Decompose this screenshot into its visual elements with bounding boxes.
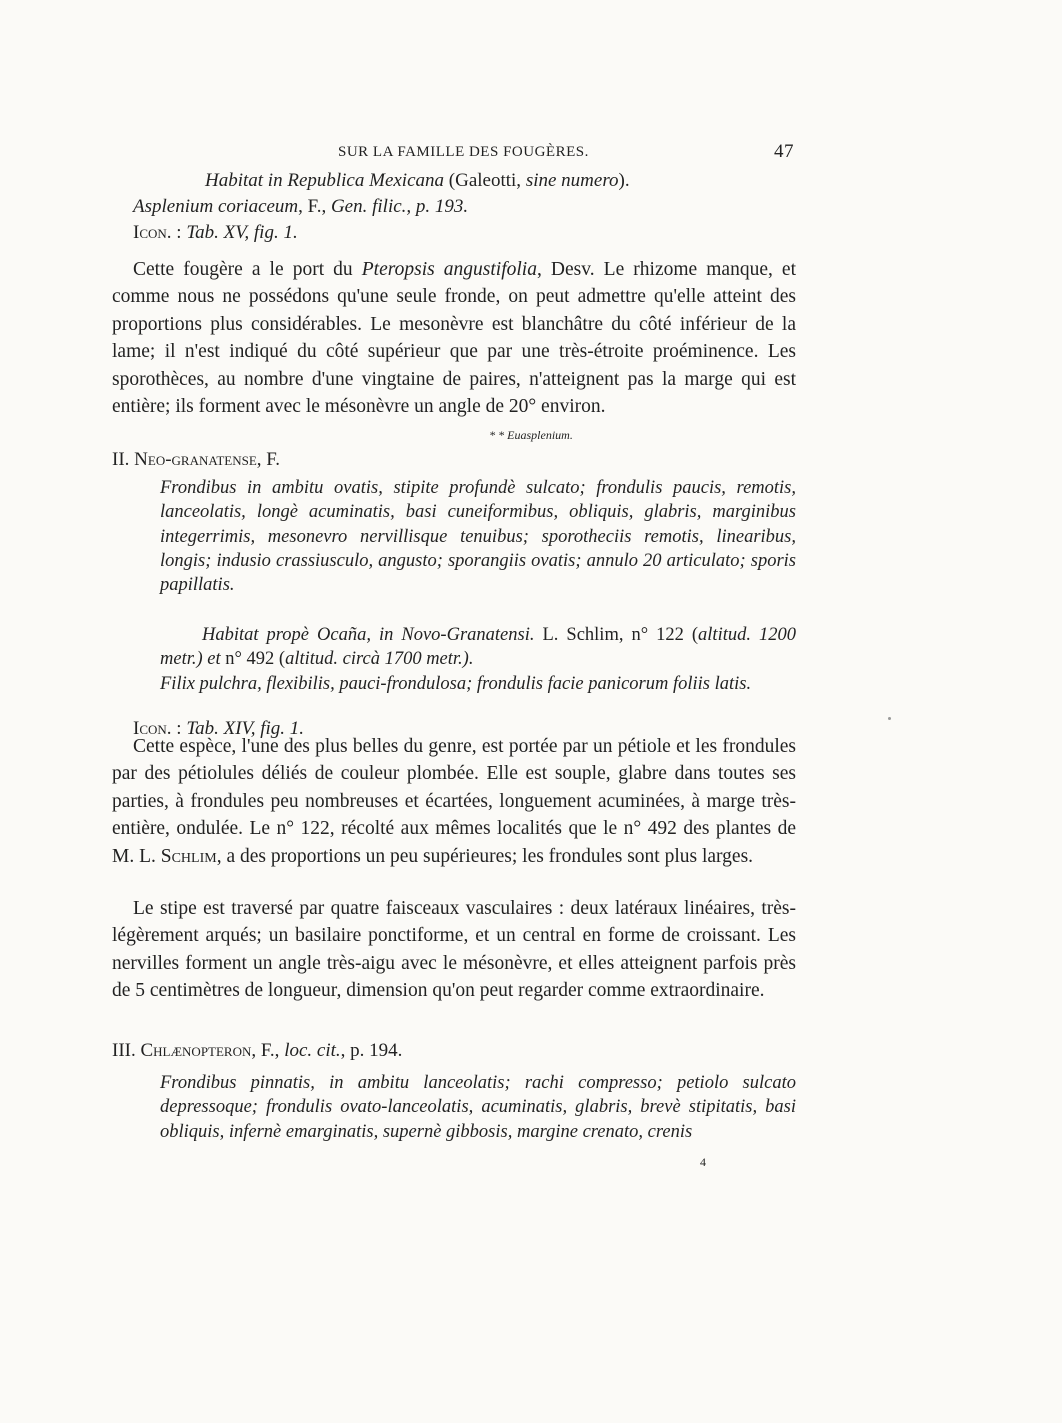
icon-sep: :	[171, 222, 187, 243]
para2-author: Schlim	[160, 845, 217, 867]
sine-numero: sine numero	[525, 170, 619, 191]
running-header	[112, 141, 796, 165]
section-mark: * * Euasplenium.	[489, 428, 573, 442]
habitat2-e: altitud. circà 1700 metr.).	[285, 649, 474, 670]
ref-mid: , F.,	[298, 196, 331, 217]
species3-diagnosis: Frondibus pinnatis, in ambitu lanceolatis; rachi compresso; petiolo sulcato depressoque; frondulis ovato-lanceolatis, acuminatis, glabris, brevè stipitatis, basi obliquis, infernè emarginatis, supernè gibbosis, margine crenato, crenis	[160, 1073, 796, 1142]
para1-pre: Cette fougère a le port du	[133, 259, 362, 280]
running-title: SUR LA FAMILLE DES FOUGÈRES.	[338, 144, 589, 160]
icon-sep-2: :	[171, 718, 187, 739]
species2-author: , F.	[256, 449, 281, 470]
habitat2-d: n° 492 (	[225, 649, 286, 670]
para1-species: Pteropsis angustifolia	[361, 259, 537, 280]
habitat2-c: altitud. 1200 metr.) et	[160, 625, 796, 670]
paragraph-3: Le stipe est traversé par quatre faisceaux vasculaires : deux latéraux linéaires, très-légèrement arqués; un basilaire ponctiforme, et un central en forme de croissant. Les nervilles forment un angle très-aigu avec le mésonèvre, et elles atteignent parfois près de 5 centimètres de longueur, dimension qu'on peut regarder comme extraordinaire.	[112, 898, 796, 1002]
habitat2-b: L. Schlim, n° 122 (	[534, 625, 699, 645]
species3-page: , p. 194.	[340, 1040, 403, 1061]
page-number: 47	[774, 141, 794, 162]
para2-pre: Cette espèce, l'une des plus belles du genre, est portée par un pétiole et les frondules par des pétiolules déliés de couleur plombée. Elle est souple, glabre dans toutes ses parties, à frondules peu nombreuses et écartées, longuement acuminées, à marge très-entière, ondulée. Le n° 122, récolté aux mêmes localités que le n° 492 des plantes de M. L.	[112, 736, 796, 867]
paragraph-2	[112, 733, 796, 870]
icon-ref-2: Tab. XIV, fig. 1.	[186, 718, 305, 739]
species2-number: II.	[112, 449, 135, 470]
icon-line-1	[133, 222, 298, 244]
ref-work: Gen. filic., p. 193.	[330, 196, 469, 217]
species2-note: Filix pulchra, flexibilis, pauci-frondulosa; frondulis facie panicorum foliis latis.	[160, 674, 752, 694]
icon-label: Icon.	[133, 222, 172, 243]
species2-habitat	[160, 623, 796, 672]
species-heading-2	[112, 449, 280, 471]
habitat-end: ).	[618, 170, 630, 191]
habitat-line	[205, 170, 630, 192]
habitat-rest: (Galeotti,	[444, 170, 526, 191]
paragraph-1	[112, 256, 796, 420]
icon-ref: Tab. XV, fig. 1.	[186, 222, 298, 243]
species3-name: Chlænopteron	[140, 1040, 252, 1061]
signature-mark: 4	[700, 1155, 706, 1169]
species3-number: III.	[112, 1040, 141, 1061]
species3-loc: loc. cit.	[284, 1040, 341, 1061]
species-heading-3	[112, 1040, 402, 1062]
para1-post: , Desv. Le rhizome manque, et comme nous ne possédons qu'une seule fronde, on peut admettre qu'elle atteint des proportions plus considérables. Le mesonèvre est blanchâtre du côté inférieur de la lame; il n'est indiqué du côté supérieur que par une très-étroite proéminence. Les sporothèces, au nombre d'une vingtaine de paires, n'atteignent pas la marge qui est entière; ils forment avec le mésonèvre un angle de 20° environ.	[112, 259, 797, 418]
para2-post: , a des proportions un peu supérieures; les frondules sont plus larges.	[216, 845, 754, 867]
reference-line	[133, 196, 468, 218]
species2-diagnosis: Frondibus in ambitu ovatis, stipite profundè sulcato; frondulis paucis, remotis, lanceolatis, longè acuminatis, basi cuneiformibus, obliquis, glabris, marginibus integerrimis, mesonevro nervillisque tenuibus; sporotheciis remotis, linearibus, longis; indusio crassiusculo, angusto; sporangiis ovatis; annulo 20 articulato; sporis papillatis.	[160, 478, 796, 596]
species3-author: , F.,	[251, 1040, 285, 1061]
species2-name: Neo-granatense	[134, 449, 257, 470]
habitat-text: Habitat in Republica Mexicana	[205, 170, 445, 191]
habitat2-a: Habitat propè Ocaña, in Novo-Granatensi.	[202, 625, 535, 645]
ref-name: Asplenium coriaceum	[133, 196, 299, 217]
icon-label-2: Icon.	[133, 718, 172, 739]
ink-speck	[888, 717, 891, 720]
